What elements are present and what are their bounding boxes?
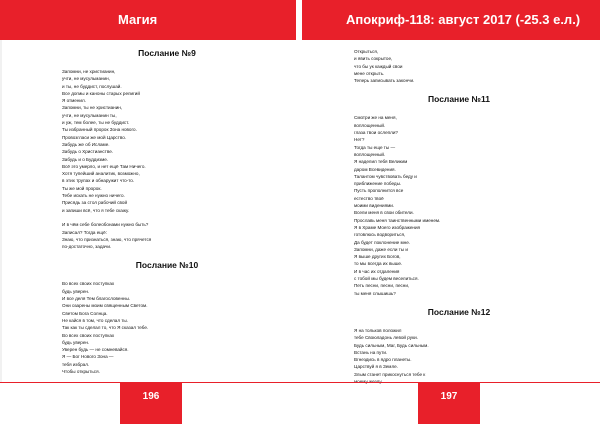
poem-line: Будь сильным, Маг, Будь сильным. [354,342,429,348]
poem-line: Нет? [354,137,365,143]
section-title: Послание №12 [427,306,491,317]
poem-line: то мы всегда их выше. [354,261,403,267]
right-page-content [354,48,564,385]
right-header-title: Апокриф-118: август 2017 (-25.3 е.л.) [346,12,581,27]
poem-line: мене открыть. [354,70,385,76]
poem-line: Смотри же на меня, [354,115,397,121]
poem-line: Запомни, даже если ты и [354,246,408,252]
section-title: Послание №9 [138,48,196,58]
poem-line [62,214,272,221]
poem-line: Злым станет прикоснуться тебе к [354,371,426,377]
poem-line: с тобой мы будем веселиться. [354,276,419,282]
poem-line: Уверен будь — не сомневайся. [62,347,129,353]
poem-line: Петь песни, песни, песни, [354,283,410,289]
poem-line: Открыться, [354,49,379,54]
poem-line: тебя избрал. [62,361,90,367]
poem-line: учти, не мусульманин ты, [62,112,117,118]
poem-line: воплощенный. [354,122,386,128]
left-header-title: Магия [118,12,158,27]
poem-line: Так как ты сделал то, что Я сказал тебе. [62,325,149,331]
poem-line: Светом Бога Солнца. [62,310,108,316]
poem-line: Всё это умерло, и нет ещё Там Ничего. [62,163,146,169]
poem-line: И все деля Тем благословенны. [62,296,131,302]
section-title: Послание №11 [428,94,490,105]
page-edge-shadow [0,40,2,382]
poem-line: Запомни, не христианин, [62,69,116,74]
poem-line: Присядь за стол рабочий свой [62,200,128,206]
poem-line: Пусть прополнится все [354,188,404,194]
poem-line: и уж, тем более, ты не буддист. [62,120,130,126]
poem-line: Не кайся в том, что сделал ты. [62,317,129,323]
right-page [300,0,600,424]
poem-line: Тебе искать не нужно ничего. [62,193,125,199]
poem-line: Забудь же об Исламе. [62,141,110,147]
right-page-number: 197 [440,391,458,402]
poem-line: Я выше других Богов, [354,254,401,260]
poem-line: что бы ук каждый свои [354,63,403,69]
poem-body [354,327,564,385]
right-header-bar [302,0,600,40]
poem-line: Запомни, ты не христианин, [62,105,123,111]
poem-line: Да будет поклонение мне. [354,239,411,245]
poem-line: Забудь о Христианстве. [62,149,114,155]
left-page-number: 196 [142,391,160,402]
poem-line: Талантом чувствовать беду и [354,173,417,179]
left-page-number-tab [120,383,182,424]
poem-line: учти, не мусульманин, [62,76,110,82]
poem-line: Во всех своих поступках [62,332,115,338]
left-header-bar [0,0,296,40]
poem-line: Хотя тупейший аналитик, возможно, [62,171,140,177]
poem-line: и явить сокрытое, [354,56,393,62]
poem-line: Я в Храме Моего изображения [354,224,421,230]
poem-line: по-достаточно, задачи. [62,244,112,250]
poem-line: моими видениями. [354,203,395,209]
poem-line: Они озарены моим священным Светом. [62,303,148,309]
poem-line: приближение победы. [354,181,402,187]
poem-line: готовлюсь водвориться, [354,232,406,238]
poem-line: Теперь записывать закончи. [354,78,415,84]
poem-line: и запиши всё, что я тебе скажу. [62,207,130,213]
poem-line: ты меня слышишь? [354,290,396,296]
poem-line: Прославь меня таинственными именем. [354,217,441,223]
poem-line: Вгнездись в ядро планеты. [354,357,412,363]
poem-line: Знаю, что признаться, знаю, что прячется [62,236,152,242]
poem-line: Забудь и о Буддизме. [62,156,109,162]
poem-line: воплощенный. [354,151,386,157]
poem-body [354,48,564,84]
poem-line: будь уверен. [62,339,90,345]
right-page-number-tab [418,383,480,424]
poem-body [62,280,272,375]
poem-line: Царствуй я в Земле. [354,364,398,370]
poem-line: Я на тольков положил [354,327,402,333]
poem-line: тебе Своюладонь левой руки. [354,335,418,341]
poem-line: естество твоё [354,195,384,201]
left-page-content [62,48,272,375]
poem-body [62,68,272,250]
section-title: Послание №10 [135,260,199,271]
poem-line: Чтобы открыться. [62,368,100,374]
poem-line: Ты избранный пророк Зона нового. [62,127,137,133]
poem-body [354,114,564,296]
poem-line: будь уверен. [62,288,90,294]
poem-line: и ты, не буддист, послушай. [62,83,122,89]
poem-line: даром Всевидения. [354,166,396,172]
poem-line: Всели меня в свои обители. [354,210,414,216]
poem-line: И в час их отдаления [354,268,400,274]
poem-line: Я наделил тебя Великим [354,159,408,165]
poem-line: И в чём себе болеобонами нужно быть? [62,222,149,228]
poem-line: Ты же мой пророк. [62,185,102,191]
poem-line: Все догмы и каноны старых религий [62,90,140,96]
poem-line: Тогда ты еще ты — [354,144,396,150]
poem-line: Во всех своих поступках [62,281,115,287]
poem-line: глаза твои ослепли? [354,130,398,136]
poem-line: Я отменил. [62,98,86,104]
poem-line: Я — Бог Нового Зона — [62,354,114,360]
poem-line: Провозгласи же мой Царство. [62,134,127,140]
poem-line: Записал? Тогда ещё: [62,229,107,235]
poem-line: Встань на пути. [354,349,388,355]
poem-line: в этих трупах и обнаружит что-то. [62,178,135,184]
